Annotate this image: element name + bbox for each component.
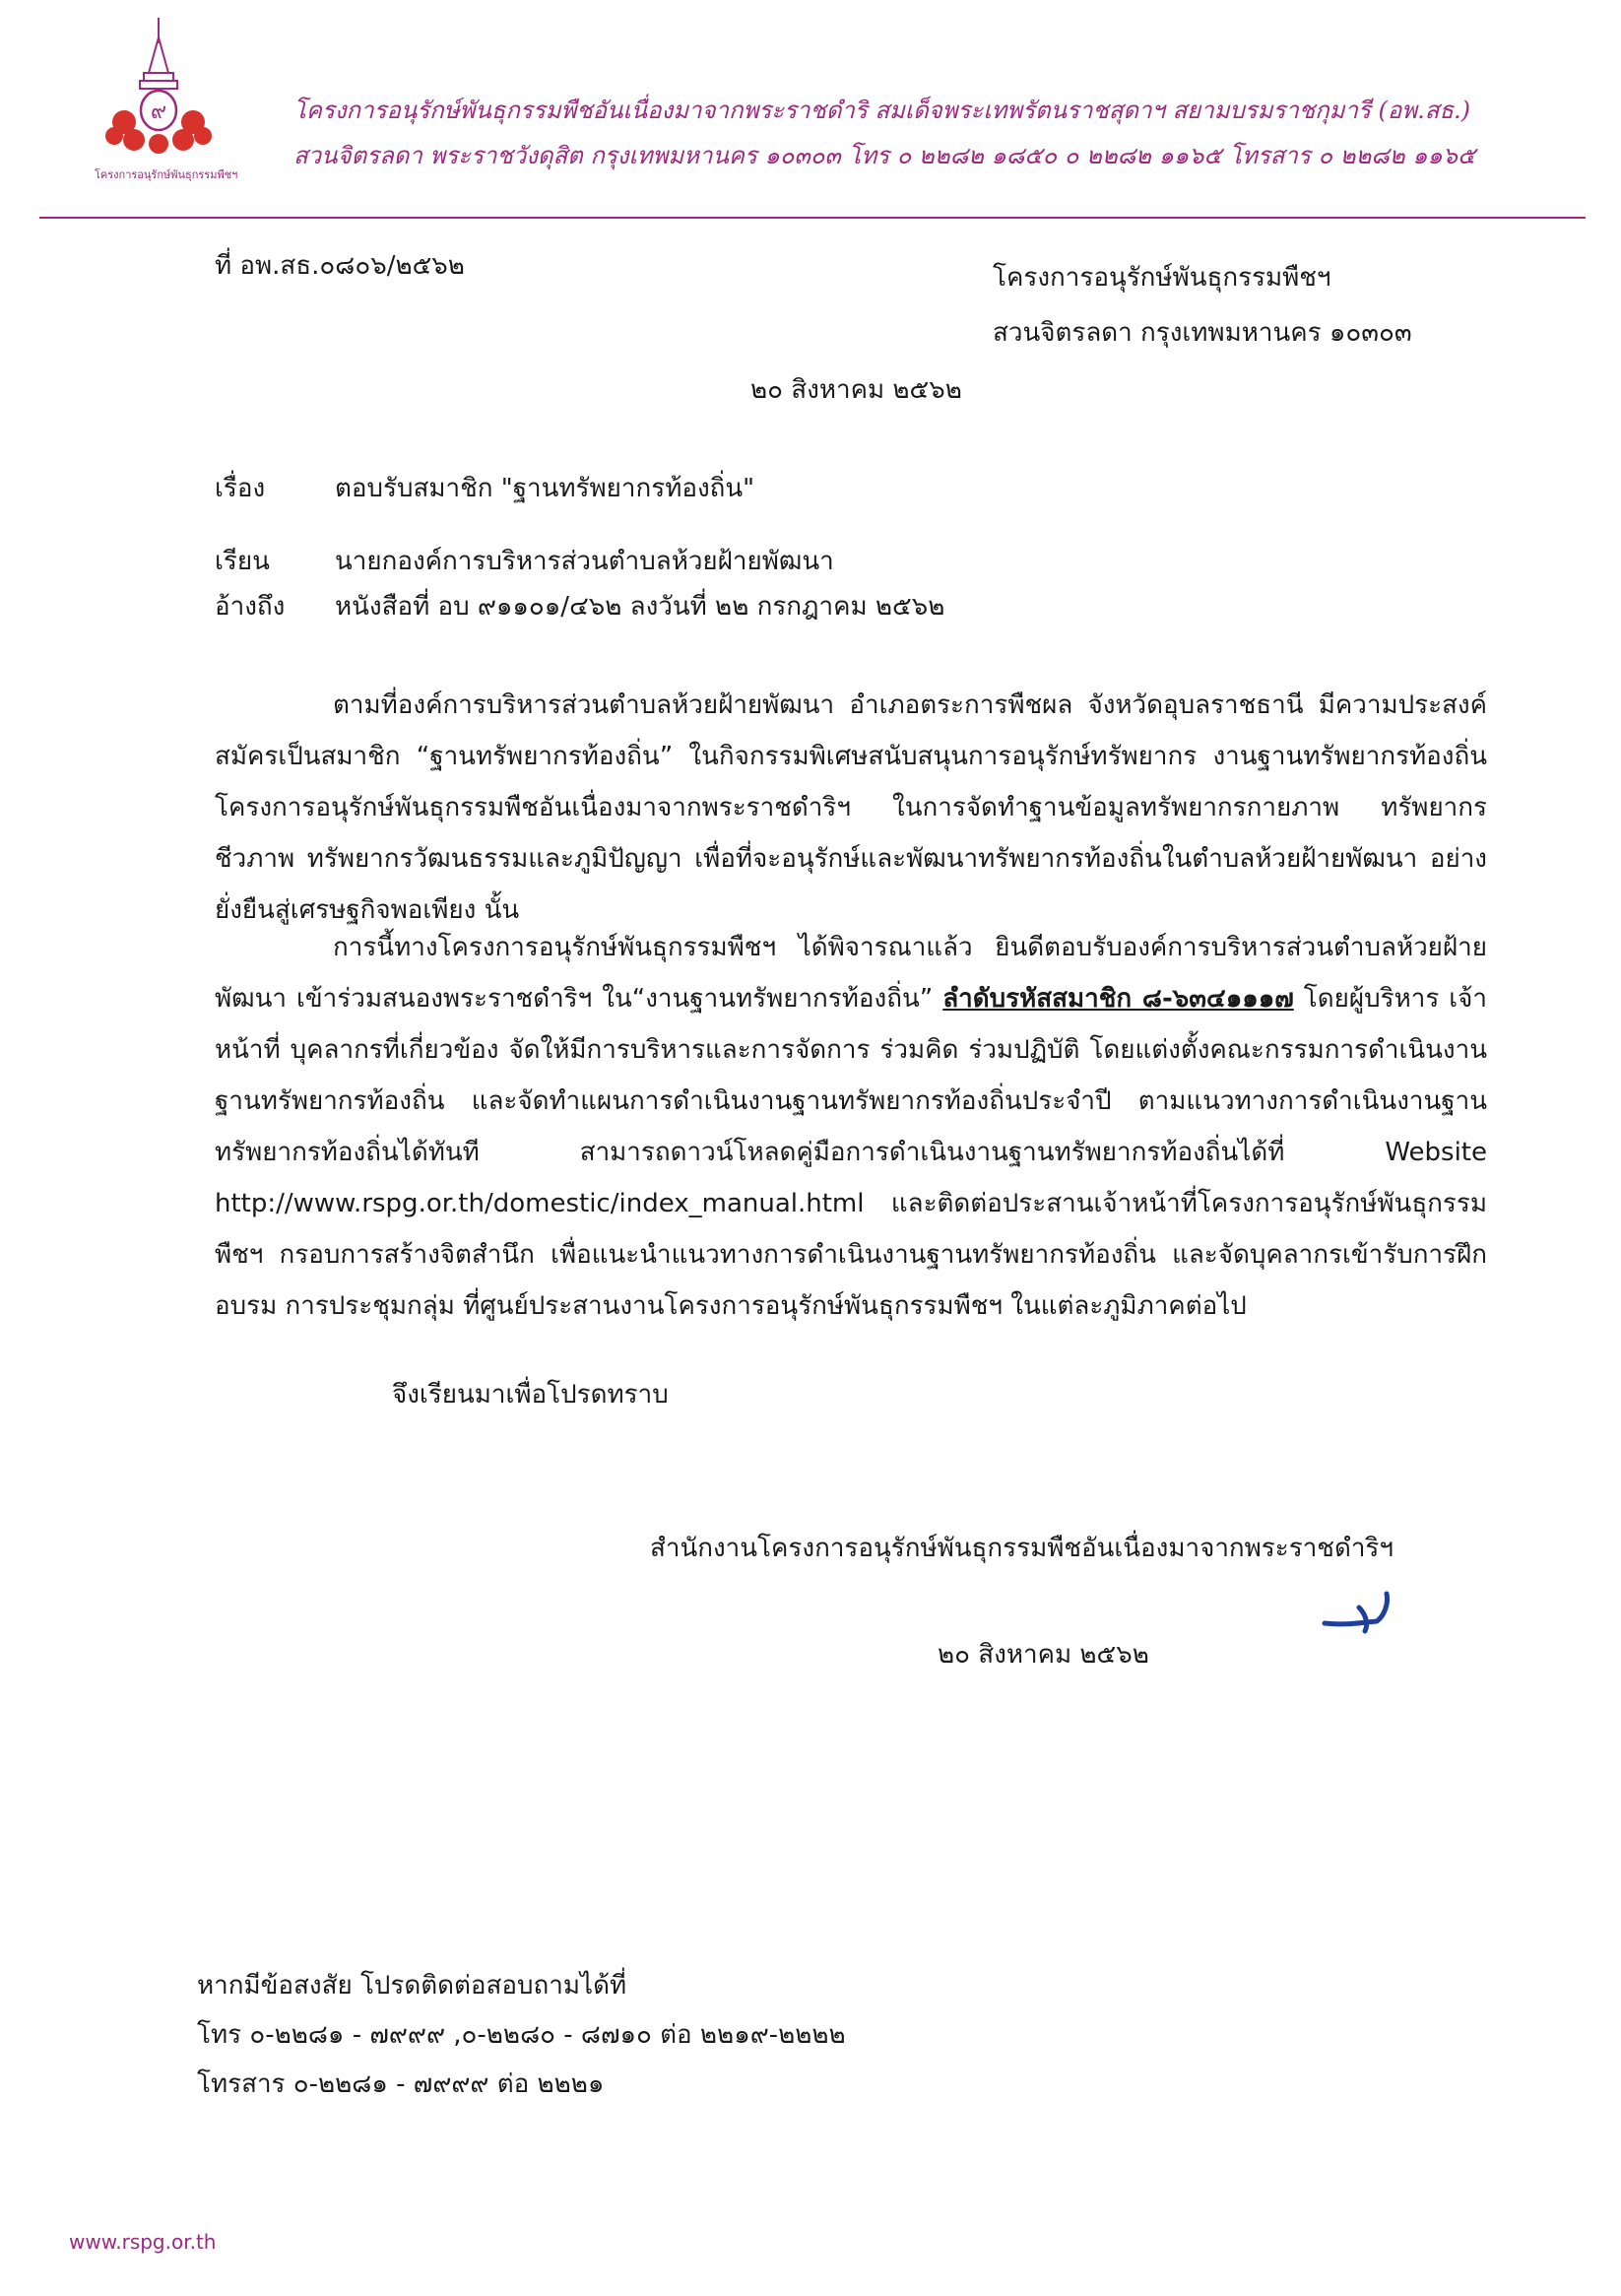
signature-mark	[1320, 1566, 1408, 1635]
recipient-label: เรียน	[215, 547, 270, 576]
contact-intro: หากมีข้อสงสัย โปรดติดต่อสอบถามได้ที่	[197, 1971, 627, 2001]
sender-line-2: สวนจิตรลดา กรุงเทพมหานคร ๑๐๓๐๓	[993, 318, 1412, 348]
letterhead-line-2: สวนจิตรลดา พระราชวังดุสิต กรุงเทพมหานคร ๑๐๓๐๓ โทร ๐ ๒๒๘๒ ๑๘๕๐ ๐ ๒๒๘๒ ๑๑๖๕ โทรสาร ๐ ๒๒๘๒ ๑๑๖๕	[293, 142, 1476, 169]
recipient-value: นายกองค์การบริหารส่วนตำบลห้วยฝ้ายพัฒนา	[335, 547, 834, 576]
closing-line: จึงเรียนมาเพื่อโปรดทราบ	[392, 1380, 669, 1410]
contact-phone: โทร ๐-๒๒๘๑ - ๗๙๙๙ ,๐-๒๒๘๐ - ๘๗๑๐ ต่อ ๒๒๑๙-๒๒๒๒	[197, 2020, 846, 2050]
signing-office: สำนักงานโครงการอนุรักษ์พันธุกรรมพืชอันเนื่องมาจากพระราชดำริฯ	[650, 1534, 1394, 1563]
signing-date: ๒๐ สิงหาคม ๒๕๖๒	[938, 1640, 1149, 1670]
header-divider	[39, 217, 1586, 219]
sender-line-1: โครงการอนุรักษ์พันธุกรรมพืชฯ	[993, 263, 1331, 293]
crown-logo-icon	[95, 14, 223, 162]
logo-caption: โครงการอนุรักษ์พันธุกรรมพืชฯ	[95, 168, 238, 181]
footer-url[interactable]: www.rspg.or.th	[69, 2230, 217, 2254]
contact-fax: โทรสาร ๐-๒๒๘๑ - ๗๙๙๙ ต่อ ๒๒๒๑	[197, 2069, 605, 2099]
letterhead-line-1: โครงการอนุรักษ์พันธุกรรมพืชอันเนื่องมาจากพระราชดำริ สมเด็จพระเทพรัตนราชสุดาฯ สยามบรมราชกุมารี (อพ.สธ.)	[293, 97, 1470, 124]
letter-date: ๒๐ สิงหาคม ๒๕๖๒	[750, 375, 962, 405]
body-paragraph-1: ตามที่องค์การบริหารส่วนตำบลห้วยฝ้ายพัฒนา อำเภอตระการพืชผล จังหวัดอุบลราชธานี มีความประสงค์สมัครเป็นสมาชิก “ฐานทรัพยากรท้องถิ่น” ในกิจกรรมพิเศษสนับสนุนการอนุรักษ์ทรัพยากร งานฐานทรัพยากรท้องถิ่น โครงการอนุรักษ์พันธุกรรมพืชอันเนื่องมาจากพระราชดำริฯ ในการจัดทำฐานข้อมูลทรัพยากรกายภาพ ทรัพยากรชีวภาพ ทรัพยากรวัฒนธรรมและภูมิปัญญา เพื่อที่จะอนุรักษ์และพัฒนาทรัพยากรท้องถิ่นในตำบลห้วยฝ้ายพัฒนา อย่างยั่งยืนสู่เศรษฐกิจพอเพียง นั้น	[215, 690, 1487, 925]
paragraph-2-part-1: การนี้ทางโครงการอนุรักษ์พันธุกรรมพืชฯ ได้พิจารณาแล้ว ยินดีตอบรับองค์การบริหารส่วนตำบลห้วยฝ้ายพัฒนา เข้าร่วมสนองพระราชดำริฯ ใน“งานฐานทรัพยากรท้องถิ่น”	[215, 933, 1487, 1014]
subject-value: ตอบรับสมาชิก "ฐานทรัพยากรท้องถิ่น"	[335, 474, 755, 503]
paragraph-2-part-2: โดยผู้บริหาร เจ้าหน้าที่ บุคลากรที่เกี่ยวข้อง จัดให้มีการบริหารและการจัดการ ร่วมคิด ร่วมปฏิบัติ โดยแต่งตั้งคณะกรรมการดำเนินงานฐานทรัพยากรท้องถิ่น และจัดทำแผนการดำเนินงานฐานทรัพยากรท้องถิ่นประจำปี ตามแนวทางการดำเนินงานฐานทรัพยากรท้องถิ่นได้ทันที สามารถดาวน์โหลดคู่มือการดำเนินงานฐานทรัพยากรท้องถิ่นได้ที่ Website http://www.rspg.or.th/domestic/index_manual.html และติดต่อประสานเจ้าหน้าที่โครงการอนุรักษ์พันธุกรรมพืชฯ กรอบการสร้างจิตสำนึก เพื่อแนะนำแนวทางการดำเนินงานฐานทรัพยากรท้องถิ่น และจัดบุคลากรเข้ารับการฝึกอบรม การประชุมกลุ่ม ที่ศูนย์ประสานงานโครงการอนุรักษ์พันธุกรรมพืชฯ ในแต่ละภูมิภาคต่อไป	[215, 984, 1488, 1321]
reference-label: อ้างถึง	[215, 592, 286, 622]
reference-number: ที่ อพ.สธ.๐๘๐๖/๒๕๖๒	[215, 251, 465, 281]
svg-text:๙: ๙	[150, 99, 167, 124]
body-paragraph-2	[215, 922, 1487, 1332]
subject-label: เรื่อง	[215, 474, 266, 503]
logo	[95, 14, 238, 181]
reference-value: หนังสือที่ อบ ๙๑๑๐๑/๔๖๒ ลงวันที่ ๒๒ กรกฎาคม ๒๕๖๒	[335, 592, 945, 622]
member-code: ลำดับรหัสสมาชิก ๘-๖๓๔๑๑๑๗	[942, 984, 1294, 1014]
